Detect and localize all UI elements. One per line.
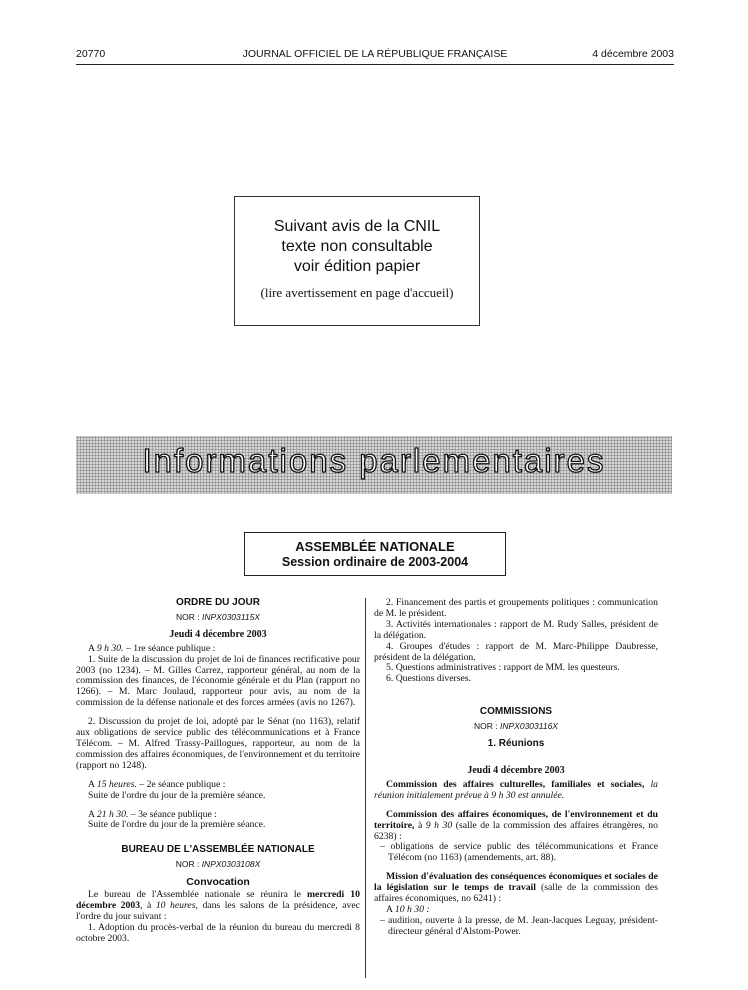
commission-2-name: Commission des affaires économiques, de l'environnement et du territoire, [374, 808, 658, 831]
commission-culturelles [374, 780, 658, 802]
mission-time: 10 h 30 : [394, 903, 430, 915]
convocation-heading: Convocation [186, 876, 250, 889]
seance-1-label: – 1re séance publique : [123, 642, 216, 654]
ordre-du-jour-heading: ORDRE DU JOUR [176, 597, 260, 608]
bureau-item-3: 3. Activités internationales : rapport de M. Rudy Salles, président de la délégation. [374, 618, 658, 641]
nor-code: INPX0303108X [201, 859, 261, 870]
running-header [76, 48, 674, 62]
agenda-item-2: 2. Discussion du projet de loi, adopté par le Sénat (no 1163), relatif aux obligations de service public des télécommunications et à France Télécom. – M. Alfred Trassy-Paillogues, rapporteur, au nom de la commission des affaires économiques, de l'environnement et du territoire (rapport no 1248). [76, 716, 360, 771]
bureau-heading: BUREAU DE L'ASSEMBLÉE NATIONALE [121, 844, 315, 856]
nor-code: INPX0303115X [202, 611, 260, 622]
bureau-item-2: 2. Financement des partis et groupements politiques : communication de M. le président. [374, 597, 658, 619]
assembly-name: ASSEMBLÉE NATIONALE [295, 539, 455, 554]
assembly-box [244, 532, 506, 576]
convocation-text [76, 890, 360, 923]
seance-3-label: – 3e séance publique : [128, 808, 217, 820]
conv-text-a: Le bureau de l'Assemblée nationale se réunira le [88, 889, 307, 901]
commissions-heading: COMMISSIONS [479, 706, 553, 718]
section-banner [76, 436, 672, 494]
nor-label: NOR : [175, 859, 202, 870]
bureau-item-4: 4. Groupes d'études : rapport de M. Marc-Philippe Daubresse, président de la délégation. [374, 640, 658, 663]
commission-2-text-a: à [414, 819, 426, 831]
seance-2-time: 15 heures. [96, 778, 137, 790]
column-separator [365, 598, 366, 978]
seance-3-text: Suite de l'ordre du jour de la première séance. [88, 819, 266, 831]
cnil-line-3: voir édition papier [293, 258, 421, 275]
right-column [374, 598, 658, 938]
commission-2-item: – obligations de service public des télécommunications et France Télécom (no 1163) (amendements, art. 88). [380, 841, 658, 864]
page-number: 20770 [76, 48, 106, 60]
seance-2-text: Suite de l'ordre du jour de la première séance. [88, 789, 266, 801]
cnil-line-2: texte non consultable [281, 238, 433, 255]
journal-title: JOURNAL OFFICIEL DE LA RÉPUBLIQUE FRANÇAISE [242, 48, 508, 60]
commission-2-text-b: (salle de la commission des affaires étrangères, no 6238) : [374, 819, 658, 842]
seance-1-line: A 9 h 30. – 1re séance publique : [88, 642, 216, 654]
reunions-day: Jeudi 4 décembre 2003 [467, 764, 565, 776]
convocation-item-1: 1. Adoption du procès-verbal de la réunion du bureau du mercredi 8 octobre 2003. [76, 921, 360, 944]
banner-title: Informations parlementaires [142, 442, 606, 479]
mission-time-prefix: A [386, 903, 395, 915]
mission-evaluation [374, 872, 658, 905]
conv-time: 10 heures [155, 899, 196, 911]
ordre-nor [76, 612, 360, 623]
header-rule [76, 64, 674, 65]
bureau-item-6: 6. Questions diverses. [386, 673, 472, 685]
spacer [374, 685, 658, 699]
cnil-note: (lire avertissement en page d'accueil) [260, 285, 454, 300]
seance-3-time: 21 h 30. [96, 808, 129, 820]
seance-2-line: A 15 heures. – 2e séance publique : [88, 778, 226, 790]
commission-1-name: Commission des affaires culturelles, familiales et sociales, [386, 778, 645, 790]
commissions-nor [374, 721, 658, 732]
cnil-notice-box [234, 196, 480, 326]
seance-2-label: – 2e séance publique : [136, 778, 226, 790]
spacer [374, 750, 658, 764]
reunions-heading: 1. Réunions [487, 738, 545, 750]
cnil-line-1: Suivant avis de la CNIL [273, 218, 441, 235]
seance-1-time: 9 h 30. [96, 642, 124, 654]
assembly-session: Session ordinaire de 2003-2004 [281, 555, 469, 569]
nor-label: NOR : [474, 721, 500, 732]
mission-item: – audition, ouverte à la presse, de M. Jean-Jacques Leguay, président-directeur général d'Alstom-Power. [380, 914, 658, 937]
commission-economiques [374, 810, 658, 843]
ordre-day: Jeudi 4 décembre 2003 [169, 628, 267, 640]
agenda-item-1: 1. Suite de la discussion du projet de loi de finances rectificative pour 2003 (no 1234). – M. Gilles Carrez, rapporteur général, au nom de la commission des finances, de l'économie générale et du Plan (rapport no 1266). – M. Marc Joulaud, rapporteur pour avis, au nom de la commission de la défense nationale et des forces armées (avis no 1267). [76, 653, 360, 709]
mission-name: Mission d'évaluation des conséquences économiques et sociales de la législation sur le temps de travail [374, 871, 658, 894]
left-column [76, 598, 360, 945]
commission-2-time: 9 h 30 [425, 819, 453, 831]
conv-date: mercredi 10 décembre 2003 [76, 889, 360, 911]
mission-text: (salle de la commission des affaires économiques, no 6241) : [374, 882, 659, 905]
conv-text-c: , dans les salons de la présidence, avec l'ordre du jour suivant : [76, 899, 360, 922]
commission-1-note: la réunion initialement prévue à 9 h 30 est annulée. [374, 778, 658, 801]
issue-date: 4 décembre 2003 [592, 48, 674, 60]
nor-code: INPX0303116X [500, 721, 558, 732]
bureau-nor [76, 859, 360, 870]
nor-label: NOR : [176, 611, 202, 622]
seance-3-line: A 21 h 30. – 3e séance publique : [88, 808, 217, 820]
conv-text-b: , à [140, 899, 156, 911]
bureau-item-5: 5. Questions administratives : rapport de MM. les questeurs. [386, 662, 620, 674]
